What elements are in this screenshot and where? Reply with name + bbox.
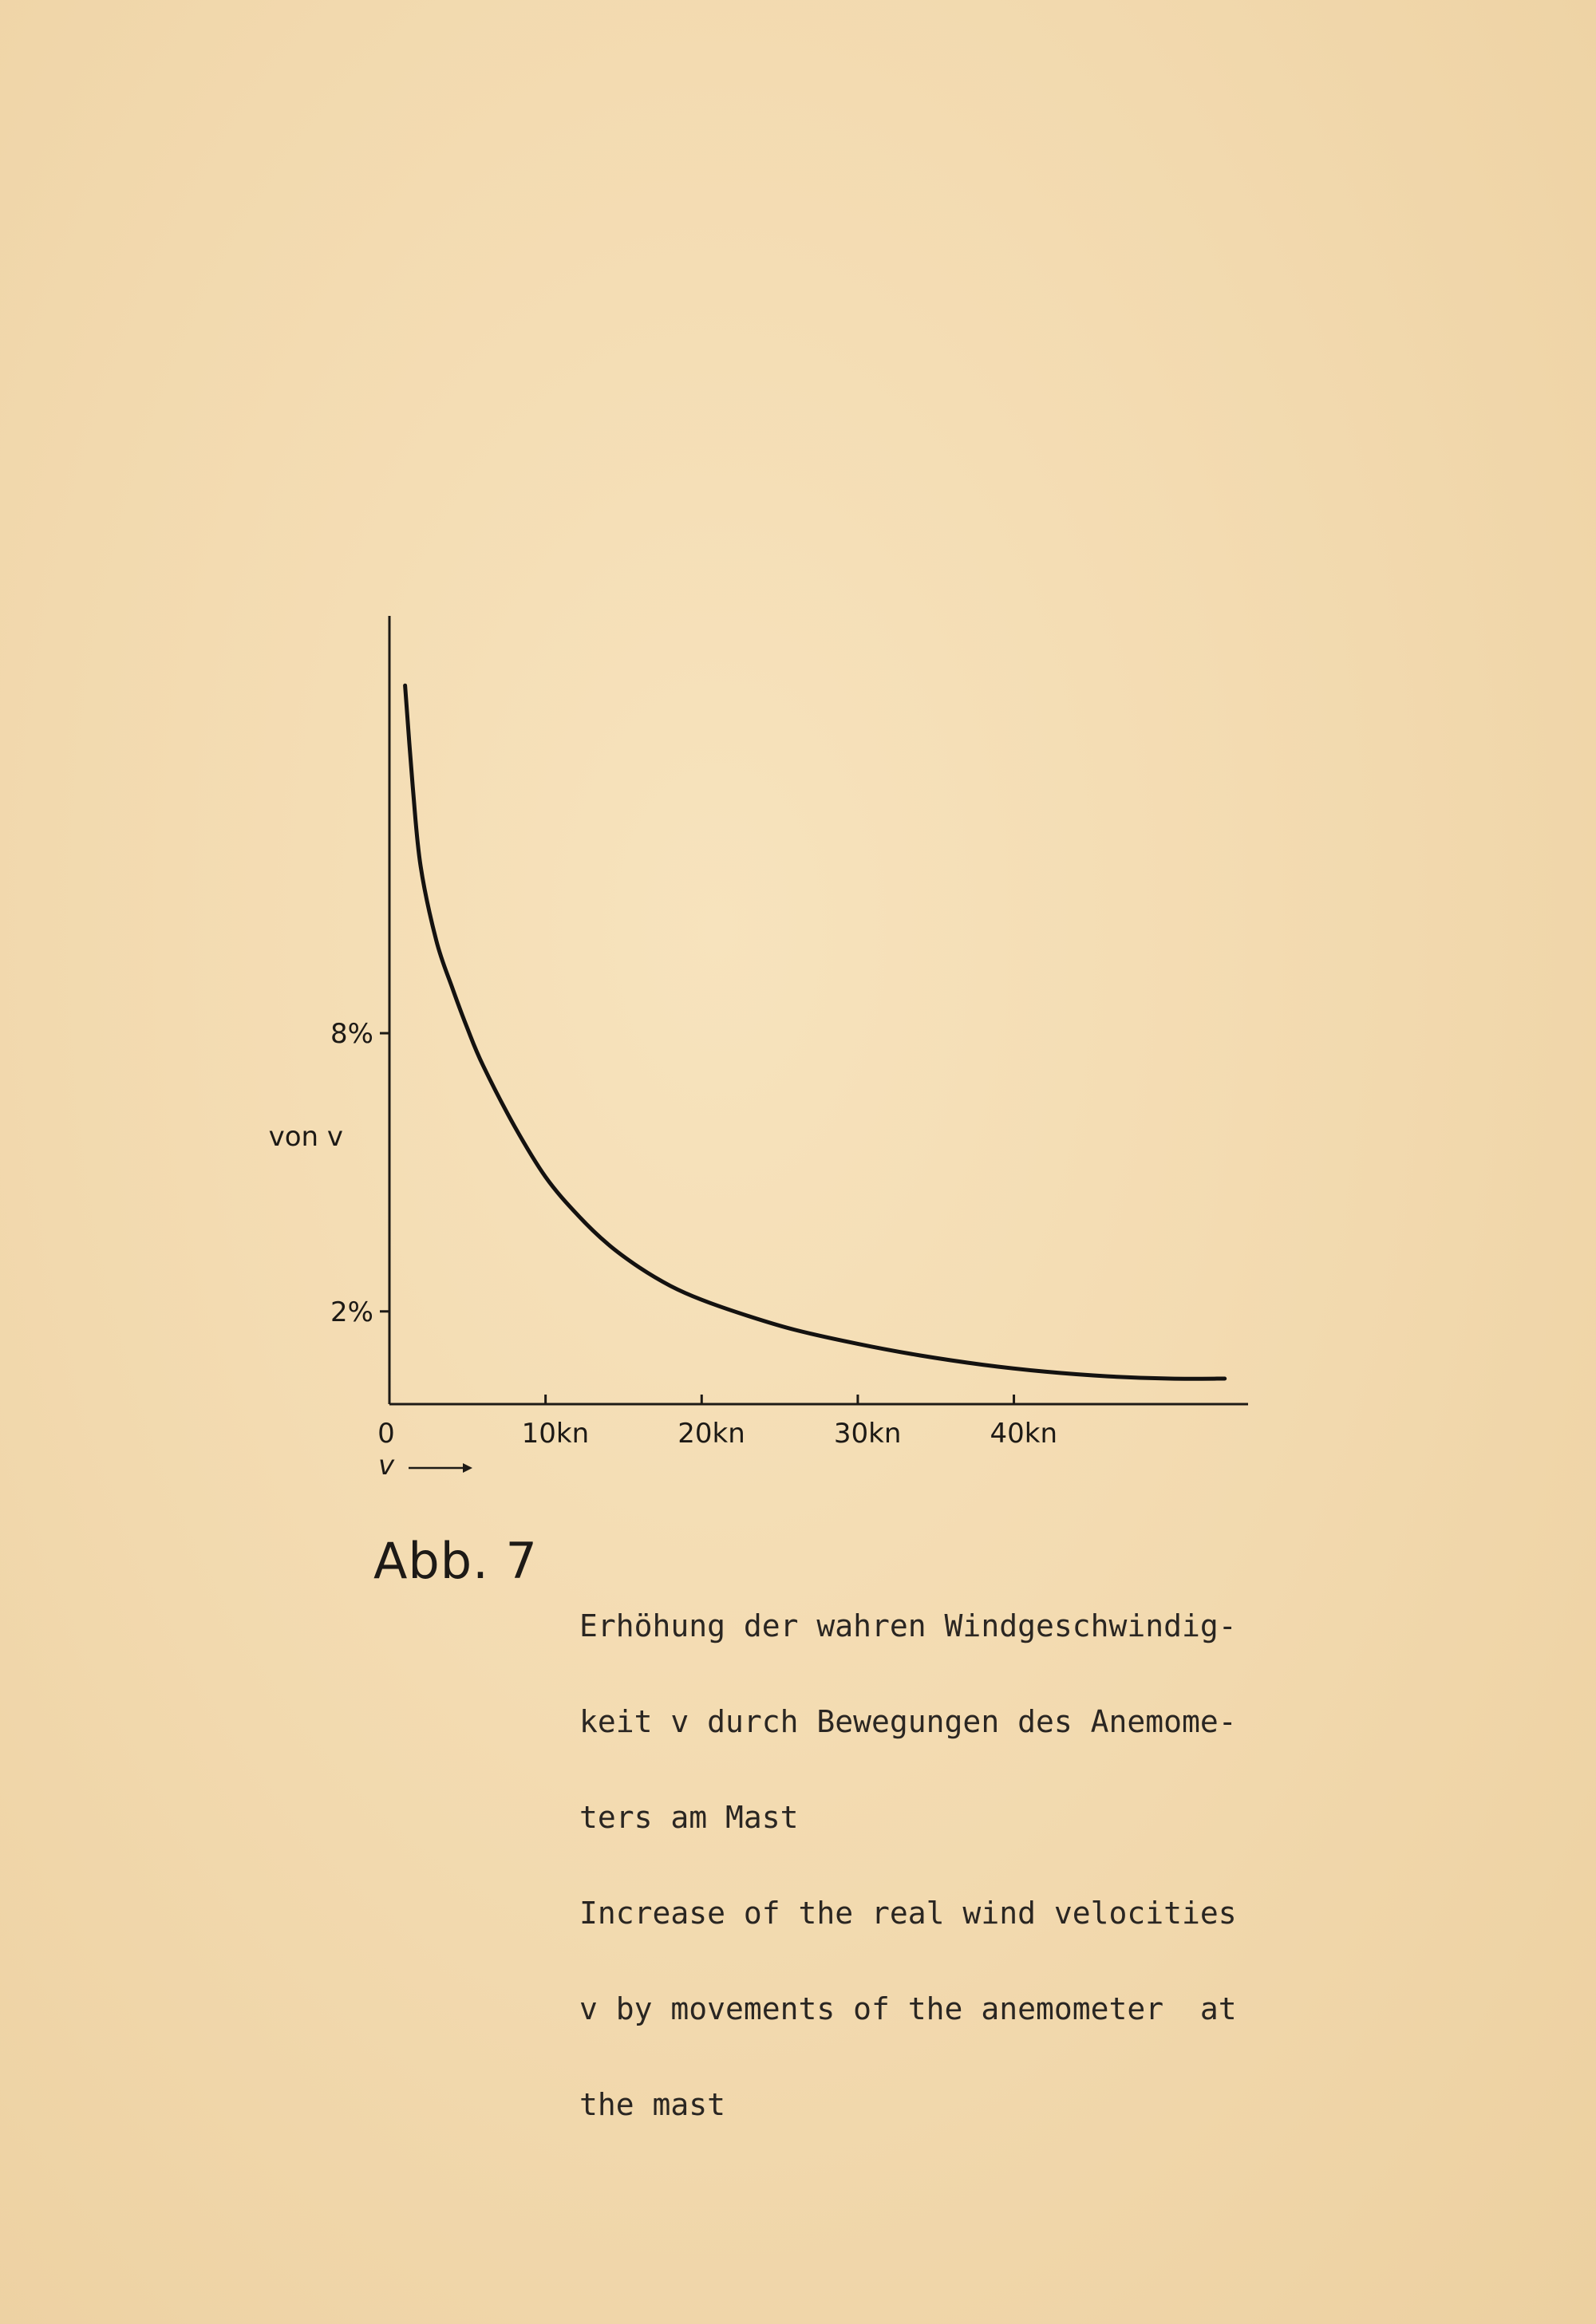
x-axis-label-text: v (378, 1450, 395, 1482)
arrow-right-icon (463, 1463, 472, 1473)
x-tick-label: 0 (377, 1418, 395, 1450)
x-tick-label: 40kn (990, 1418, 1058, 1450)
figure-label: Abb. 7 (373, 1532, 538, 1590)
figure-caption (373, 1532, 1411, 2122)
data-curve (405, 685, 1225, 1379)
x-tick-label: 20kn (678, 1418, 745, 1450)
y-tick-label: 2% (330, 1296, 373, 1328)
x-axis-label (378, 1450, 472, 1482)
caption-line: Increase of the real wind velocities (579, 1896, 1237, 1931)
caption-text (579, 1546, 1237, 2184)
caption-line: Erhöhung der wahren Windgeschwindig- (579, 1608, 1237, 1643)
x-ticks (377, 1395, 1057, 1450)
caption-line: v by movements of the anemometer at (579, 1991, 1237, 2026)
caption-line: the mast (579, 2087, 726, 2122)
caption-line: ters am Mast (579, 1800, 799, 1835)
x-tick-label: 10kn (521, 1418, 590, 1450)
x-tick-label: 30kn (833, 1418, 902, 1450)
caption-line: keit v durch Bewegungen des Anemome- (579, 1704, 1237, 1739)
y-axis-label: von v (268, 1121, 343, 1153)
y-tick-label: 8% (330, 1018, 373, 1051)
y-ticks (330, 1018, 389, 1328)
